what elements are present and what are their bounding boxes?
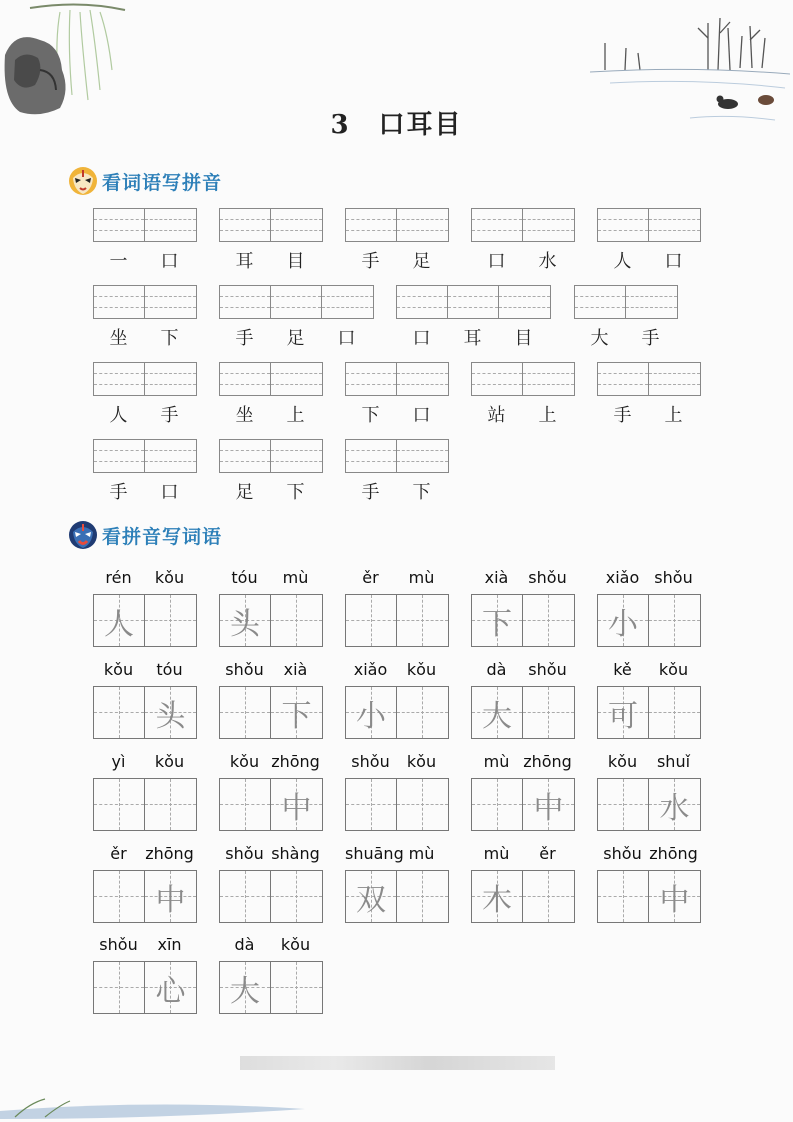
- pinyin-label: kě: [613, 660, 632, 679]
- word-character: 下: [361, 405, 380, 426]
- word-character: 足: [235, 482, 254, 503]
- pinyin-answer-box[interactable]: [145, 363, 196, 395]
- pinyin-write-item: [574, 285, 678, 350]
- hint-character: 中: [533, 790, 564, 826]
- word-character: 耳: [235, 251, 254, 272]
- pinyin-label: zhōng: [649, 844, 698, 863]
- pinyin-label: tóu: [156, 660, 183, 679]
- character-answer-box[interactable]: [220, 595, 271, 646]
- word-character: 口: [160, 251, 179, 272]
- pinyin-label: zhōng: [523, 752, 572, 771]
- character-answer-box[interactable]: [145, 779, 196, 830]
- opera-mask-icon: [68, 166, 98, 196]
- word-write-item: [471, 660, 575, 739]
- pinyin-answer-box[interactable]: [397, 440, 448, 472]
- pinyin-answer-box[interactable]: [649, 209, 700, 241]
- hint-character: [523, 687, 574, 738]
- word-write-item: [597, 660, 701, 739]
- word-write-item: [597, 752, 701, 831]
- character-answer-box[interactable]: [523, 595, 574, 646]
- tianzige-box-group: [471, 778, 575, 831]
- pinyin-answer-box[interactable]: [145, 209, 196, 241]
- pinyin-box-group: [597, 208, 701, 242]
- word-character: 手: [160, 405, 179, 426]
- word-character: 水: [538, 251, 557, 272]
- pinyin-answer-box[interactable]: [397, 363, 448, 395]
- pinyin-label: shǒu: [528, 660, 567, 679]
- ink-rock-willow-illustration: [0, 0, 135, 120]
- pinyin-label: mù: [408, 844, 435, 863]
- hint-character: [271, 595, 322, 646]
- word-write-item: [471, 752, 575, 831]
- hint-character: 头: [155, 698, 186, 734]
- character-answer-box[interactable]: [271, 871, 322, 922]
- pinyin-box-group: [597, 362, 701, 396]
- word-character: 手: [235, 328, 254, 349]
- tianzige-box-group: [345, 686, 449, 739]
- tianzige-box-group: [597, 594, 701, 647]
- hint-character: [346, 595, 396, 646]
- lesson-number: 3: [330, 110, 351, 140]
- tianzige-box-group: [93, 594, 197, 647]
- word-character: 口: [487, 251, 506, 272]
- pinyin-label: xià: [283, 660, 308, 679]
- word-character: 口: [664, 251, 683, 272]
- pinyin-answer-box[interactable]: [271, 440, 322, 472]
- hint-character: 小: [356, 698, 386, 734]
- character-answer-box[interactable]: [346, 871, 397, 922]
- pinyin-label: kǒu: [280, 935, 311, 954]
- pinyin-box-group: [396, 285, 551, 319]
- character-answer-box[interactable]: [94, 595, 145, 646]
- character-answer-box[interactable]: [523, 779, 574, 830]
- pinyin-box-group: [93, 285, 197, 319]
- opera-mask-blue-icon: [68, 520, 98, 550]
- character-answer-box[interactable]: [145, 687, 196, 738]
- hint-character: [397, 779, 448, 830]
- pinyin-answer-box[interactable]: [346, 209, 397, 241]
- hint-character: 可: [608, 698, 638, 734]
- pinyin-answer-box[interactable]: [145, 440, 196, 472]
- word-character: 大: [590, 328, 609, 349]
- pinyin-write-item: [219, 285, 374, 350]
- pinyin-label: xià: [484, 568, 509, 587]
- hint-character: [271, 962, 322, 1013]
- pinyin-answer-box[interactable]: [94, 440, 145, 472]
- pinyin-label: dà: [486, 660, 507, 679]
- pinyin-write-item: [345, 208, 449, 273]
- tianzige-box-group: [93, 961, 197, 1014]
- character-answer-box[interactable]: [523, 871, 574, 922]
- word-character: 口: [160, 482, 179, 503]
- character-answer-box[interactable]: [472, 595, 523, 646]
- pinyin-answer-box[interactable]: [94, 209, 145, 241]
- word-character: 坐: [109, 328, 128, 349]
- hint-character: [220, 871, 270, 922]
- word-write-item: [345, 844, 449, 923]
- word-character: 上: [538, 405, 557, 426]
- word-character: 手: [361, 251, 380, 272]
- word-character: 坐: [235, 405, 254, 426]
- pinyin-answer-box[interactable]: [346, 363, 397, 395]
- pinyin-answer-box[interactable]: [220, 209, 271, 241]
- hint-character: 中: [659, 882, 690, 918]
- character-answer-box[interactable]: [271, 687, 322, 738]
- word-character: 手: [641, 328, 660, 349]
- tianzige-box-group: [597, 686, 701, 739]
- pinyin-answer-box[interactable]: [271, 363, 322, 395]
- word-character: 一: [109, 251, 128, 272]
- pinyin-write-item: [597, 362, 701, 427]
- character-answer-box[interactable]: [649, 871, 700, 922]
- pinyin-answer-box[interactable]: [322, 286, 373, 318]
- pinyin-answer-box[interactable]: [94, 363, 145, 395]
- hint-character: 心: [155, 973, 186, 1009]
- character-answer-box[interactable]: [397, 687, 448, 738]
- pinyin-label: kǒu: [658, 660, 689, 679]
- hint-character: [220, 687, 270, 738]
- pinyin-answer-box[interactable]: [271, 209, 322, 241]
- section-title: 看词语写拼音: [102, 171, 223, 194]
- character-answer-box[interactable]: [94, 871, 145, 922]
- word-character: 口: [337, 328, 356, 349]
- hint-character: 中: [281, 790, 312, 826]
- pinyin-box-group: [219, 439, 323, 473]
- character-answer-box[interactable]: [472, 871, 523, 922]
- hint-character: [94, 687, 144, 738]
- word-write-item: [93, 935, 197, 1014]
- character-answer-box[interactable]: [145, 962, 196, 1013]
- tianzige-box-group: [219, 870, 323, 923]
- character-answer-box[interactable]: [271, 595, 322, 646]
- hint-character: [220, 779, 270, 830]
- word-write-item: [345, 568, 449, 647]
- word-write-item: [597, 568, 701, 647]
- pinyin-answer-box[interactable]: [220, 286, 271, 318]
- pinyin-answer-box[interactable]: [448, 286, 499, 318]
- word-write-item: [93, 660, 197, 739]
- hint-character: [94, 871, 144, 922]
- word-write-item: [219, 935, 323, 1014]
- character-answer-box[interactable]: [649, 687, 700, 738]
- pinyin-write-item: [471, 362, 575, 427]
- pinyin-answer-box[interactable]: [523, 363, 574, 395]
- character-answer-box[interactable]: [271, 962, 322, 1013]
- pinyin-write-item: [219, 362, 323, 427]
- word-character: 足: [286, 328, 305, 349]
- character-answer-box[interactable]: [145, 595, 196, 646]
- pinyin-write-item: [93, 285, 197, 350]
- hint-character: [346, 779, 396, 830]
- pinyin-box-group: [93, 362, 197, 396]
- word-character: 口: [412, 328, 431, 349]
- pinyin-answer-box[interactable]: [523, 209, 574, 241]
- pinyin-label: kǒu: [103, 660, 134, 679]
- pinyin-label: shuāng: [345, 844, 404, 863]
- character-answer-box[interactable]: [523, 687, 574, 738]
- character-answer-box[interactable]: [346, 779, 397, 830]
- pinyin-label: shǒu: [603, 844, 642, 863]
- pinyin-answer-box[interactable]: [649, 363, 700, 395]
- word-character: 站: [487, 405, 506, 426]
- pinyin-label: shǒu: [99, 935, 138, 954]
- page-title: [0, 104, 793, 141]
- pinyin-write-item: [93, 439, 197, 504]
- hint-character: [523, 595, 574, 646]
- tianzige-box-group: [219, 778, 323, 831]
- pinyin-label: kǒu: [406, 752, 437, 771]
- word-write-item: [219, 844, 323, 923]
- pinyin-label: xiǎo: [605, 568, 640, 587]
- pinyin-answer-box[interactable]: [145, 286, 196, 318]
- hint-character: [397, 595, 448, 646]
- hint-character: [649, 595, 700, 646]
- pinyin-write-item: [93, 362, 197, 427]
- character-answer-box[interactable]: [94, 687, 145, 738]
- word-write-item: [345, 752, 449, 831]
- section-header-write-pinyin: [68, 166, 222, 196]
- hint-character: [397, 871, 448, 922]
- word-write-item: [345, 660, 449, 739]
- word-character: 足: [412, 251, 431, 272]
- word-character: 目: [286, 251, 305, 272]
- pinyin-box-group: [219, 208, 323, 242]
- word-character: 手: [109, 482, 128, 503]
- character-answer-box[interactable]: [397, 871, 448, 922]
- character-answer-box[interactable]: [220, 779, 271, 830]
- pinyin-answer-box[interactable]: [397, 209, 448, 241]
- character-answer-box[interactable]: [397, 595, 448, 646]
- hint-character: [598, 779, 648, 830]
- pinyin-answer-box[interactable]: [626, 286, 677, 318]
- pinyin-label: ěr: [362, 568, 379, 587]
- character-answer-box[interactable]: [598, 779, 649, 830]
- word-write-item: [471, 844, 575, 923]
- character-answer-box[interactable]: [346, 595, 397, 646]
- pinyin-label: zhōng: [145, 844, 194, 863]
- tianzige-box-group: [345, 778, 449, 831]
- word-character: 手: [361, 482, 380, 503]
- pinyin-label: tóu: [231, 568, 258, 587]
- pinyin-label: yì: [111, 752, 126, 771]
- pinyin-label: shǒu: [351, 752, 390, 771]
- character-answer-box[interactable]: [472, 779, 523, 830]
- pinyin-label: shuǐ: [656, 752, 691, 771]
- pinyin-write-item: [93, 208, 197, 273]
- character-answer-box[interactable]: [220, 871, 271, 922]
- hint-character: 小: [608, 606, 638, 642]
- word-character: 上: [286, 405, 305, 426]
- pinyin-label: mù: [483, 752, 510, 771]
- tianzige-box-group: [345, 870, 449, 923]
- character-answer-box[interactable]: [649, 779, 700, 830]
- tianzige-box-group: [219, 594, 323, 647]
- word-write-item: [93, 568, 197, 647]
- character-answer-box[interactable]: [220, 962, 271, 1013]
- pinyin-label: kǒu: [229, 752, 260, 771]
- character-answer-box[interactable]: [220, 687, 271, 738]
- hint-character: 人: [104, 606, 134, 642]
- hint-character: [649, 687, 700, 738]
- hint-character: 头: [230, 606, 260, 642]
- pinyin-label: mù: [282, 568, 309, 587]
- pinyin-label: xiǎo: [353, 660, 388, 679]
- pinyin-box-group: [93, 208, 197, 242]
- tianzige-box-group: [471, 594, 575, 647]
- pinyin-label: zhōng: [271, 752, 320, 771]
- pinyin-box-group: [345, 439, 449, 473]
- hint-character: [523, 871, 574, 922]
- pinyin-answer-box[interactable]: [575, 286, 626, 318]
- section-title: 看拼音写词语: [102, 525, 223, 548]
- tianzige-box-group: [471, 870, 575, 923]
- pinyin-box-group: [219, 285, 374, 319]
- word-write-item: [219, 660, 323, 739]
- character-answer-box[interactable]: [346, 687, 397, 738]
- pinyin-answer-box[interactable]: [271, 286, 322, 318]
- word-character: 手: [613, 405, 632, 426]
- pinyin-label: rén: [105, 568, 132, 587]
- pinyin-label: dà: [234, 935, 255, 954]
- hint-character: 中: [155, 882, 186, 918]
- pinyin-answer-box[interactable]: [220, 440, 271, 472]
- pinyin-box-group: [93, 439, 197, 473]
- pinyin-label: shǒu: [225, 660, 264, 679]
- pinyin-label: kǒu: [607, 752, 638, 771]
- tianzige-box-group: [219, 686, 323, 739]
- hint-character: 下: [482, 606, 512, 642]
- word-write-item: [93, 752, 197, 831]
- pinyin-label: shǒu: [528, 568, 567, 587]
- hint-character: 大: [230, 973, 260, 1009]
- pinyin-write-item: [219, 208, 323, 273]
- watermark-bar: [240, 1056, 555, 1070]
- hint-character: [145, 779, 196, 830]
- tianzige-box-group: [93, 686, 197, 739]
- section-header-write-words: [68, 520, 222, 550]
- lesson-title: 口耳目: [378, 110, 463, 140]
- tianzige-box-group: [93, 778, 197, 831]
- word-character: 下: [412, 482, 431, 503]
- word-character: 上: [664, 405, 683, 426]
- pinyin-answer-box[interactable]: [397, 286, 448, 318]
- word-character: 人: [109, 405, 128, 426]
- pinyin-label: kǒu: [406, 660, 437, 679]
- pinyin-answer-box[interactable]: [472, 209, 523, 241]
- character-answer-box[interactable]: [94, 779, 145, 830]
- hint-character: [271, 871, 322, 922]
- pinyin-label: kǒu: [154, 752, 185, 771]
- hint-character: 双: [356, 882, 386, 918]
- pinyin-box-group: [471, 362, 575, 396]
- pinyin-box-group: [574, 285, 678, 319]
- pinyin-write-item: [345, 439, 449, 504]
- character-answer-box[interactable]: [94, 962, 145, 1013]
- tianzige-box-group: [345, 594, 449, 647]
- tianzige-box-group: [597, 778, 701, 831]
- hint-character: 水: [659, 790, 690, 826]
- hint-character: [94, 962, 144, 1013]
- character-answer-box[interactable]: [649, 595, 700, 646]
- pinyin-answer-box[interactable]: [598, 363, 649, 395]
- character-answer-box[interactable]: [598, 687, 649, 738]
- pinyin-label: mù: [408, 568, 435, 587]
- word-character: 耳: [463, 328, 482, 349]
- word-write-item: [93, 844, 197, 923]
- pinyin-label: xīn: [157, 935, 182, 954]
- pinyin-box-group: [345, 362, 449, 396]
- character-answer-box[interactable]: [145, 871, 196, 922]
- character-answer-box[interactable]: [397, 779, 448, 830]
- hint-character: 下: [281, 698, 312, 734]
- pinyin-answer-box[interactable]: [598, 209, 649, 241]
- word-write-item: [219, 568, 323, 647]
- pinyin-label: shàng: [271, 844, 320, 863]
- character-answer-box[interactable]: [598, 871, 649, 922]
- word-character: 人: [613, 251, 632, 272]
- pinyin-answer-box[interactable]: [472, 363, 523, 395]
- pinyin-label: shǒu: [654, 568, 693, 587]
- ink-shore-illustration: [0, 1095, 310, 1122]
- pinyin-write-item: [597, 208, 701, 273]
- word-write-item: [219, 752, 323, 831]
- word-write-item: [597, 844, 701, 923]
- hint-character: 木: [482, 882, 512, 918]
- pinyin-write-item: [345, 362, 449, 427]
- hint-character: [598, 871, 648, 922]
- pinyin-box-group: [471, 208, 575, 242]
- hint-character: [145, 595, 196, 646]
- pinyin-label: ěr: [110, 844, 127, 863]
- pinyin-label: mù: [483, 844, 510, 863]
- hint-character: 大: [482, 698, 512, 734]
- hint-character: [397, 687, 448, 738]
- pinyin-write-item: [219, 439, 323, 504]
- pinyin-write-item: [396, 285, 551, 350]
- pinyin-answer-box[interactable]: [499, 286, 550, 318]
- character-answer-box[interactable]: [271, 779, 322, 830]
- hint-character: [472, 779, 522, 830]
- pinyin-write-item: [471, 208, 575, 273]
- pinyin-box-group: [345, 208, 449, 242]
- word-character: 口: [412, 405, 431, 426]
- pinyin-answer-box[interactable]: [94, 286, 145, 318]
- word-character: 下: [286, 482, 305, 503]
- tianzige-box-group: [597, 870, 701, 923]
- character-answer-box[interactable]: [598, 595, 649, 646]
- word-character: 下: [160, 328, 179, 349]
- word-character: 目: [514, 328, 533, 349]
- character-answer-box[interactable]: [472, 687, 523, 738]
- tianzige-box-group: [471, 686, 575, 739]
- pinyin-box-group: [219, 362, 323, 396]
- tianzige-box-group: [219, 961, 323, 1014]
- pinyin-answer-box[interactable]: [220, 363, 271, 395]
- pinyin-label: shǒu: [225, 844, 264, 863]
- tianzige-box-group: [93, 870, 197, 923]
- word-write-item: [471, 568, 575, 647]
- pinyin-label: kǒu: [154, 568, 185, 587]
- pinyin-label: ěr: [539, 844, 556, 863]
- hint-character: [94, 779, 144, 830]
- pinyin-answer-box[interactable]: [346, 440, 397, 472]
